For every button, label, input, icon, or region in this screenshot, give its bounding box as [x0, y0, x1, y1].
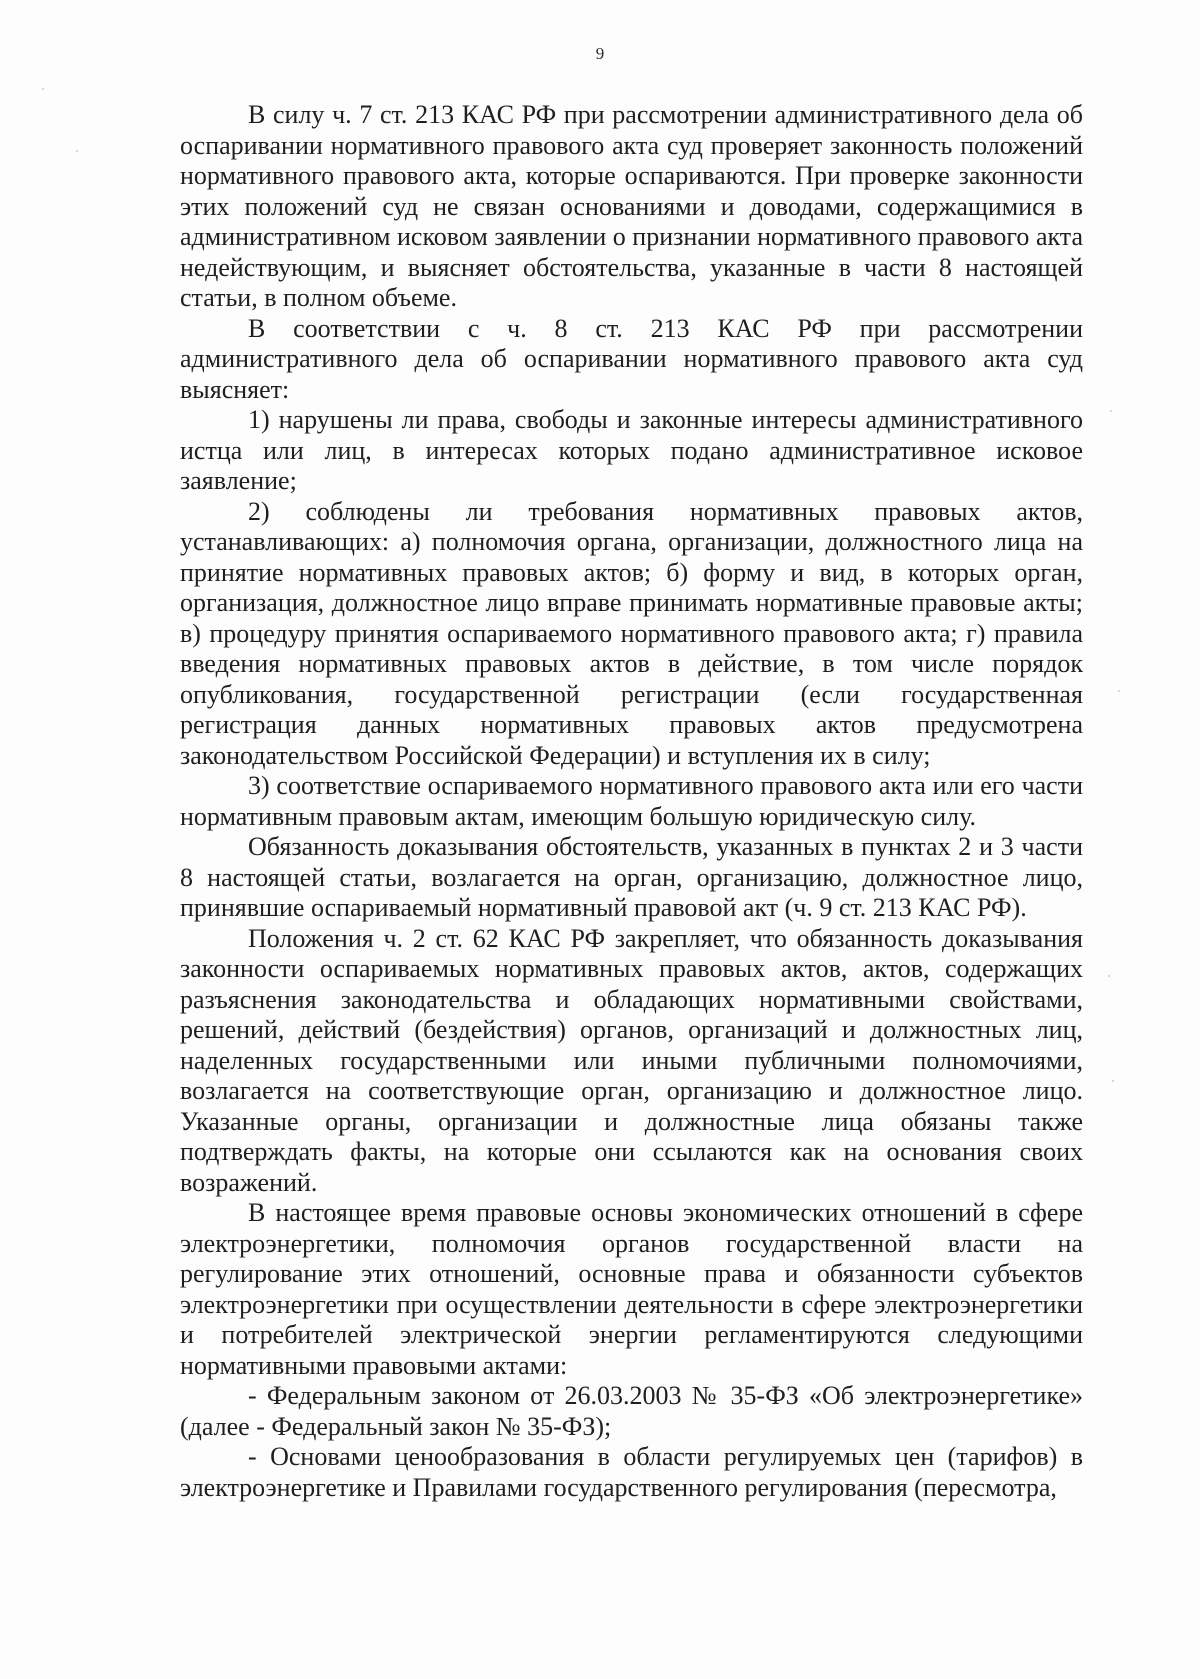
paragraph: В соответствии с ч. 8 ст. 213 КАС РФ при рассмотрении административного дела об оспаривании нормативного правового акта суд выясняет:: [180, 313, 1083, 404]
paragraph: Положения ч. 2 ст. 62 КАС РФ закрепляет, что обязанность доказывания законности оспариваемых нормативных правовых актов, актов, содержащих разъяснения законодательства и обладающих нормативными свойствами, решений, действий (бездействия) органов, организаций и должностных лиц, наделенных государственными или иными публичными полномочиями, возлагается на соответствующие орган, организацию и должностное лицо. Указанные органы, организации и должностные лица обязаны также подтверждать факты, на которые они ссылаются как на основания своих возражений.: [180, 923, 1083, 1197]
document-body: [180, 100, 1083, 1503]
paragraph: 1) нарушены ли права, свободы и законные интересы административного истца или лиц, в интересах которых подано административное исковое заявление;: [180, 405, 1083, 495]
paragraph: - Основами ценообразования в области регулируемых цен (тарифов) в электроэнергетике и Правилами государственного регулирования (пересмотра,: [180, 1442, 1083, 1502]
paragraph: - Федеральным законом от 26.03.2003 № 35-ФЗ «Об электроэнергетике» (далее - Федеральный закон № 35-ФЗ);: [180, 1381, 1083, 1441]
paragraph: Обязанность доказывания обстоятельств, указанных в пунктах 2 и 3 части 8 настоящей статьи, возлагается на орган, организацию, должностное лицо, принявшие оспариваемый нормативный правовой акт (ч. 9 ст. 213 КАС РФ).: [180, 832, 1083, 922]
scan-speck: [76, 150, 78, 152]
paragraph: 2) соблюдены ли требования нормативных правовых актов, устанавливающих: а) полномочия органа, организации, должностного лица на принятие нормативных правовых актов; б) форму и вид, в которых орган, организация, должностное лицо вправе принимать нормативные правовые акты; в) процедуру принятия оспариваемого нормативного правового акта; г) правила введения нормативных правовых актов в действие, в том числе порядок опубликования, государственной регистрации (если государственная регистрация данных нормативных правовых актов предусмотрена законодательством Российской Федерации) и вступления их в силу;: [180, 496, 1083, 770]
scan-speck: [42, 88, 44, 90]
paragraph: В настоящее время правовые основы экономических отношений в сфере электроэнергетики, полномочия органов государственной власти на регулирование этих отношений, основные права и обязанности субъектов электроэнергетики при осуществлении деятельности в сфере электроэнергетики и потребителей электрической энергии регламентируются следующими нормативными правовыми актами:: [180, 1198, 1083, 1380]
paragraph: В силу ч. 7 ст. 213 КАС РФ при рассмотрении административного дела об оспаривании нормативного правового акта суд проверяет законность положений нормативного правового акта, которые оспариваются. При проверке законности этих положений суд не связан основаниями и доводами, содержащимися в административном исковом заявлении о признании нормативного правового акта недействующим, и выясняет обстоятельства, указанные в части 8 настоящей статьи, в полном объеме.: [180, 100, 1083, 312]
paragraph: 3) соответствие оспариваемого нормативного правового акта или его части нормативным правовым актам, имеющим большую юридическую силу.: [180, 771, 1083, 831]
scan-speck: [1118, 690, 1120, 692]
scan-speck: [1110, 410, 1112, 412]
scan-speck: [1112, 1080, 1114, 1082]
scan-speck: [1108, 975, 1110, 977]
page-number: 9: [595, 44, 605, 63]
